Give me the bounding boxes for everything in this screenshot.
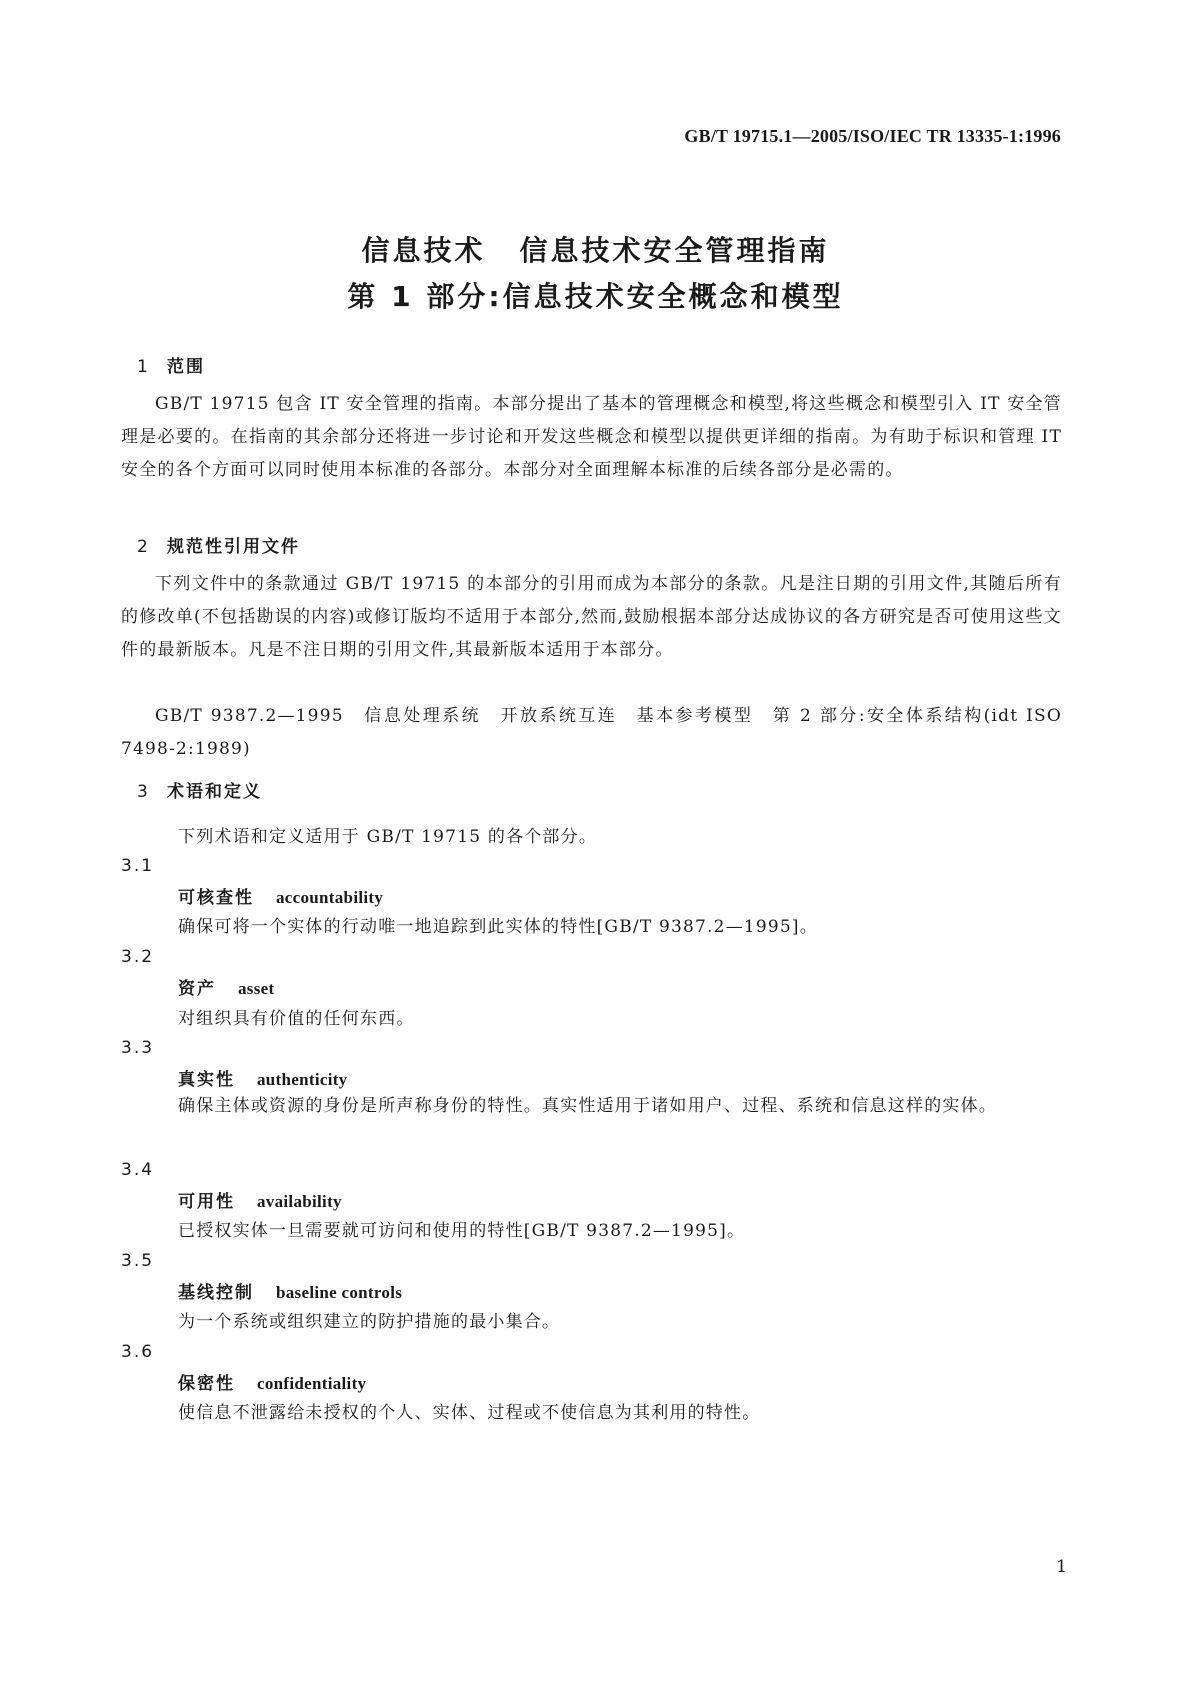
section-3-heading bbox=[137, 777, 262, 802]
title-part-b: 信息技术安全管理指南 bbox=[519, 234, 830, 267]
term-number: 3.6 bbox=[121, 1342, 155, 1362]
term-en: availability bbox=[257, 1192, 342, 1211]
section-2-heading bbox=[137, 532, 300, 557]
term-heading bbox=[178, 883, 383, 908]
section-3-intro: 下列术语和定义适用于 GB/T 19715 的各个部分。 bbox=[178, 827, 598, 847]
term-en: asset bbox=[238, 979, 275, 998]
term-number: 3.3 bbox=[121, 1038, 155, 1058]
term-zh: 基线控制 bbox=[178, 1283, 254, 1303]
term-zh: 可核查性 bbox=[178, 888, 254, 908]
term-definition: 已授权实体一旦需要就可访问和使用的特性[GB/T 9387.2—1995]。 bbox=[178, 1221, 746, 1241]
term-zh: 资产 bbox=[178, 979, 216, 999]
term-number: 3.1 bbox=[121, 856, 155, 876]
term-definition: 确保主体或资源的身份是所声称身份的特性。真实性适用于诸如用户、过程、系统和信息这样的实体。 bbox=[178, 1096, 997, 1116]
title-part-a: 信息技术 bbox=[361, 234, 486, 267]
term-en: confidentiality bbox=[257, 1374, 367, 1393]
section-2-title: 规范性引用文件 bbox=[167, 537, 300, 557]
normative-reference: GB/T 9387.2—1995 信息处理系统 开放系统互连 基本参考模型 第 2 部分:安全体系结构(idt ISO 7498-2:1989) bbox=[121, 706, 1062, 759]
term-heading bbox=[178, 1187, 342, 1212]
section-1-number: 1 bbox=[137, 357, 150, 377]
term-definition: 对组织具有价值的任何东西。 bbox=[178, 1009, 415, 1029]
document-title-line-1 bbox=[0, 229, 1191, 269]
term-zh: 可用性 bbox=[178, 1192, 235, 1212]
term-number: 3.5 bbox=[121, 1251, 155, 1271]
term-number: 3.2 bbox=[121, 947, 155, 967]
term-en: accountability bbox=[276, 888, 384, 907]
section-3-number: 3 bbox=[137, 782, 150, 802]
term-definition: 为一个系统或组织建立的防护措施的最小集合。 bbox=[178, 1312, 561, 1332]
term-number: 3.4 bbox=[121, 1160, 155, 1180]
page-number: 1 bbox=[1056, 1557, 1067, 1577]
term-heading bbox=[178, 974, 274, 999]
term-heading bbox=[178, 1278, 402, 1303]
term-definition: 确保可将一个实体的行动唯一地追踪到此实体的特性[GB/T 9387.2—1995]。 bbox=[178, 917, 818, 937]
section-2-body: 下列文件中的条款通过 GB/T 19715 的本部分的引用而成为本部分的条款。凡是注日期的引用文件,其随后所有的修改单(不包括勘误的内容)或修订版均不适用于本部分,然而,鼓励根据本部分达成协议的各方研究是否可使用这些文件的最新版本。凡是不注日期的引用文件,其最新版本适用于本部分。 bbox=[121, 574, 1062, 660]
term-en: baseline controls bbox=[276, 1283, 403, 1302]
term-definition: 使信息不泄露给未授权的个人、实体、过程或不使信息为其利用的特性。 bbox=[178, 1403, 761, 1423]
term-heading bbox=[178, 1369, 366, 1394]
section-1-body: GB/T 19715 包含 IT 安全管理的指南。本部分提出了基本的管理概念和模型,将这些概念和模型引入 IT 安全管理是必要的。在指南的其余部分还将进一步讨论和开发这些概念和模型以提供更详细的指南。为有助于标识和管理 IT 安全的各个方面可以同时使用本标准的各部分。本部分对全面理解本标准的后续各部分是必需的。 bbox=[121, 394, 1062, 480]
term-zh: 保密性 bbox=[178, 1374, 235, 1394]
section-2-number: 2 bbox=[137, 537, 150, 557]
term-heading bbox=[178, 1065, 347, 1090]
standard-code: GB/T 19715.1—2005/ISO/IEC TR 13335-1:1996 bbox=[684, 126, 1061, 146]
section-3-title: 术语和定义 bbox=[167, 782, 262, 802]
term-zh: 真实性 bbox=[178, 1070, 235, 1090]
document-title-line-2: 第 1 部分:信息技术安全概念和模型 bbox=[347, 280, 844, 313]
term-en: authenticity bbox=[257, 1070, 348, 1089]
section-1-title: 范围 bbox=[167, 357, 205, 377]
section-1-heading bbox=[137, 352, 205, 377]
